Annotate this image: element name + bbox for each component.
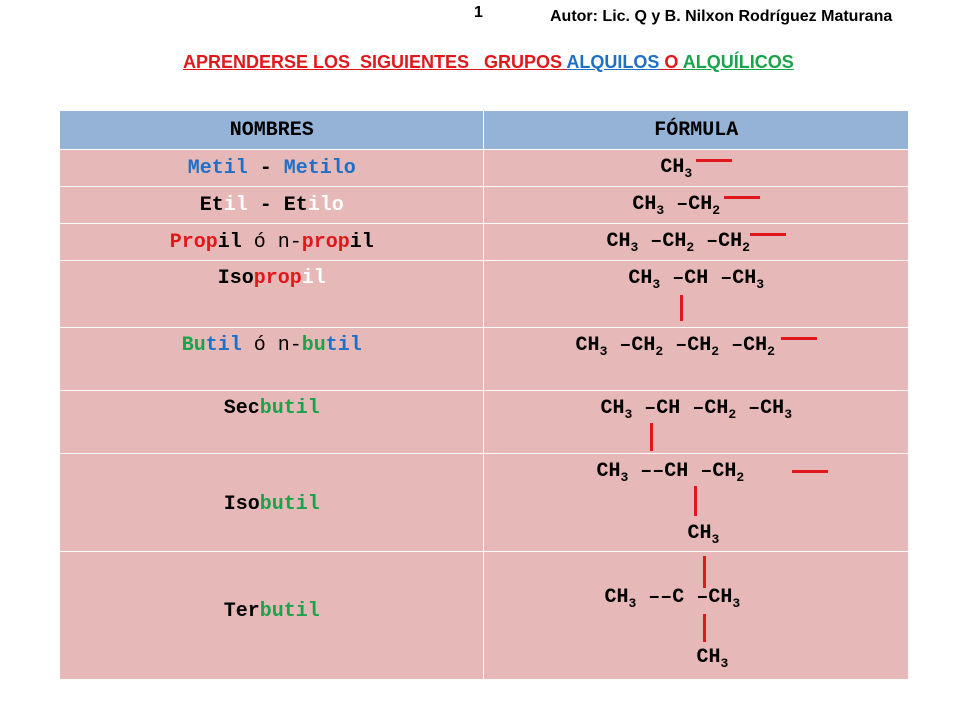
- terbutil-branch: $CH_3$: [696, 646, 729, 671]
- table-header-row: [60, 111, 909, 150]
- table-row: [60, 261, 909, 328]
- formula-cell-isobutil: [484, 454, 909, 552]
- formula-cell-terbutil: [484, 552, 909, 680]
- formula-cell-secbutil: $CH_3$ –CH $-CH_2$ $-CH_3$: [484, 391, 909, 454]
- ch3-group: $CH_3$: [660, 155, 693, 181]
- name-part: Iso: [223, 493, 260, 516]
- free-bond-line: [696, 159, 732, 162]
- name-cell-isobutil: [60, 454, 484, 552]
- free-bond-line: [724, 196, 760, 199]
- free-bond-line: [650, 423, 653, 451]
- table-row: [60, 454, 909, 552]
- name-part: Et: [199, 193, 224, 217]
- table-row: [60, 150, 909, 187]
- table-row: [60, 552, 909, 680]
- alkyl-groups-table: [59, 110, 909, 680]
- name-part: butil: [259, 600, 320, 623]
- name-part: il: [349, 230, 374, 254]
- name-part: -: [247, 156, 284, 180]
- name-part: -: [247, 193, 284, 217]
- page-title: [183, 52, 794, 73]
- isobutil-branch: $CH_3$: [687, 522, 720, 547]
- name-part: til: [325, 334, 362, 357]
- name-cell-isopropil: [60, 261, 484, 328]
- formula-cell-etil: $CH_3$ $-CH_2$: [484, 187, 909, 224]
- formula-cell-isopropil: $CH_3$ –CH $-CH_3$: [484, 261, 909, 328]
- author-line: Autor: Lic. Q y B. Nilxon Rodríguez Maturana: [550, 8, 893, 25]
- name-part: il: [301, 267, 326, 290]
- table-row: [60, 224, 909, 261]
- name-part: Iso: [217, 267, 254, 290]
- name-part: il: [217, 230, 242, 254]
- formula-cell-metil: [484, 150, 909, 187]
- free-bond-line: [792, 470, 828, 473]
- name-part: ó n-: [241, 334, 302, 357]
- header-names: NOMBRES: [60, 111, 484, 150]
- name-part: Metil: [187, 156, 248, 180]
- name-part: Metilo: [283, 156, 356, 180]
- name-part: prop: [301, 230, 350, 254]
- branch-bond-line: [694, 486, 697, 516]
- name-part: ilo: [307, 193, 344, 217]
- table-row: [60, 328, 909, 391]
- free-bond-line: [680, 295, 683, 321]
- free-bond-line: [781, 337, 817, 340]
- name-part: Ter: [223, 600, 260, 623]
- name-part: il: [223, 193, 248, 217]
- name-cell-secbutil: [60, 391, 484, 454]
- table-row: [60, 187, 909, 224]
- formula-cell-propil: $CH_3$ $-CH_2$ $-CH_2$: [484, 224, 909, 261]
- formula-cell-butil: $CH_3$ $-CH_2$ $-CH_2$ $-CH_2$: [484, 328, 909, 391]
- name-part: Et: [283, 193, 308, 217]
- title-part-3: O: [659, 52, 683, 72]
- title-part-4: ALQUÍLICOS: [682, 52, 794, 72]
- isobutil-main-chain: $CH_3$ ––CH $-CH_2$: [596, 460, 745, 485]
- title-part-1: APRENDERSE LOS SIGUIENTES GRUPOS: [183, 52, 567, 72]
- name-cell-metil: [60, 150, 484, 187]
- free-bond-line: [703, 556, 706, 588]
- name-part: Sec: [223, 397, 260, 420]
- table-row: [60, 391, 909, 454]
- name-cell-butil: [60, 328, 484, 391]
- name-part: bu: [301, 334, 326, 357]
- name-cell-terbutil: [60, 552, 484, 680]
- name-cell-etil: [60, 187, 484, 224]
- name-part: Bu: [181, 334, 206, 357]
- title-part-2: ALQUILOS: [566, 52, 660, 72]
- terbutil-main-chain: $CH_3$ ––C $-CH_3$: [604, 586, 741, 611]
- name-part: Prop: [169, 230, 218, 254]
- name-part: butil: [259, 493, 320, 516]
- name-part: prop: [253, 267, 302, 290]
- name-cell-propil: [60, 224, 484, 261]
- name-part: til: [205, 334, 242, 357]
- name-part: butil: [259, 397, 320, 420]
- header-formula: FÓRMULA: [484, 111, 909, 150]
- free-bond-line: [750, 233, 786, 236]
- name-part: ó n-: [241, 230, 302, 254]
- branch-bond-line: [703, 614, 706, 642]
- page-number: 1: [474, 4, 483, 21]
